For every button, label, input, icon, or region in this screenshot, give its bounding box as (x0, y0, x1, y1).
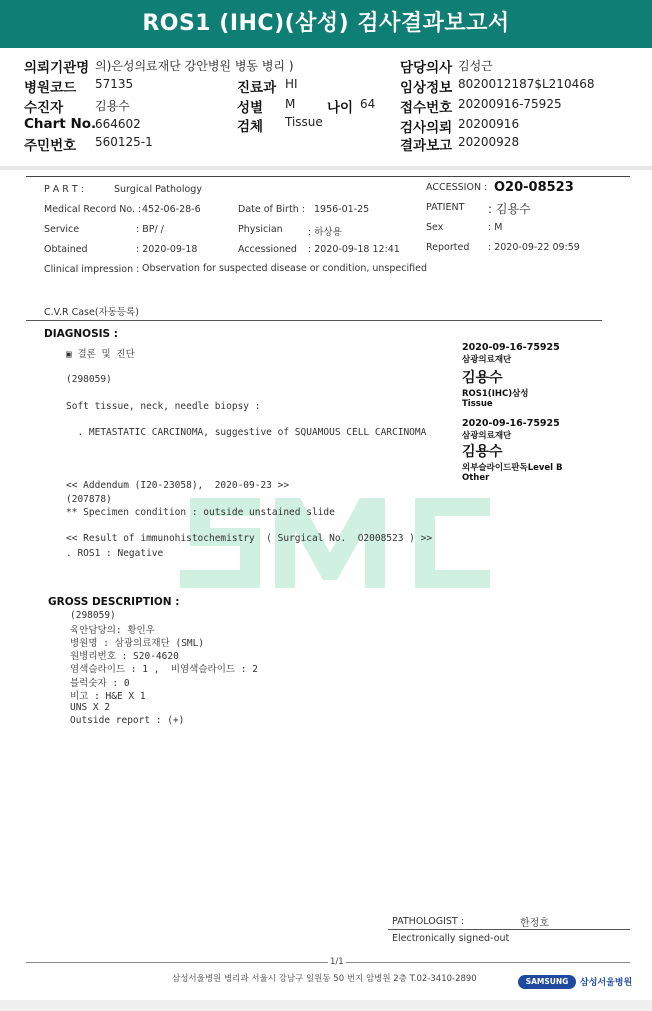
ihc-result-line: . ROS1 : Negative (66, 548, 164, 559)
patient-value: 김용수 (95, 99, 130, 113)
gross-title: GROSS DESCRIPTION : (48, 596, 180, 608)
mrn-value: 452-06-28-6 (142, 204, 201, 215)
obtained-value: : 2020-09-18 (136, 244, 198, 255)
diagnosis-title: DIAGNOSIS : (44, 328, 118, 340)
addendum-line: << Addendum (I20-23058), 2020-09-23 >> (66, 480, 290, 491)
accessioned-label: Accessioned (238, 244, 297, 255)
reported-label: Reported (426, 242, 470, 253)
report-top-border (26, 176, 630, 177)
gross-line: Outside report : (+) (70, 715, 185, 726)
resident-no-value: 560125-1 (95, 135, 153, 149)
sticker-lab: 삼광의료재단 (462, 431, 512, 441)
diagnosis-line: Soft tissue, neck, needle biopsy : (66, 401, 261, 412)
gross-line: (298059) (70, 610, 116, 621)
pathologist-label: PATHOLOGIST : (392, 916, 464, 927)
doctor-value: 김성근 (458, 59, 493, 73)
sticker-test: 외부슬라이드판독Level B (462, 463, 563, 473)
clinical-info-label: 임상정보 (400, 80, 453, 96)
report-sex-value: : M (488, 222, 503, 233)
service-value: : BP/ / (136, 224, 164, 235)
addendum-line: ** Specimen condition : outside unstained slide (66, 507, 335, 518)
department-value: HI (285, 77, 298, 91)
resident-no-label: 주민번호 (24, 138, 77, 154)
institution-label: 의뢰기관명 (24, 60, 90, 76)
gross-line: 비고 : H&E X 1 (70, 691, 146, 702)
hospital-code-label: 병원코드 (24, 80, 77, 96)
reported-value: : 2020-09-22 09:59 (488, 242, 580, 253)
specimen-label: 검체 (237, 119, 264, 135)
report-sex-label: Sex (426, 222, 444, 233)
receipt-no-label: 접수번호 (400, 100, 453, 116)
sticker-patient: 김용수 (462, 370, 503, 386)
dob-value: 1956-01-25 (314, 204, 370, 215)
chart-no-label: Chart No. (24, 116, 97, 132)
clinical-impression-label: Clinical impression : (44, 264, 140, 275)
diagnosis-rule (26, 320, 602, 321)
sex-label: 성별 (237, 100, 264, 116)
addendum-line: (207878) (66, 494, 112, 505)
institution-value: 의)은성의료재단 강안병원 병동 병리 ) (95, 59, 294, 73)
request-date-label: 검사의뢰 (400, 120, 453, 136)
diagnosis-line: ▣ 결론 및 진단 (66, 349, 135, 360)
pathologist-value: 한정호 (520, 918, 549, 929)
age-label: 나이 (327, 100, 354, 116)
gross-line: 블럭숫자 : 0 (70, 678, 130, 689)
receipt-no-value: 20200916-75925 (458, 97, 562, 111)
report-date-value: 20200928 (458, 135, 520, 149)
sticker-lab: 삼광의료재단 (462, 355, 512, 365)
accession-label: ACCESSION : (426, 182, 488, 193)
physician-value: : 하상용 (308, 227, 342, 238)
header-separator (0, 166, 652, 170)
gross-line: 원병리번호 : S20-4620 (70, 651, 179, 662)
sticker-number: 2020-09-16-75925 (462, 342, 560, 353)
physician-label: Physician (238, 224, 283, 235)
bottom-strip (0, 1000, 652, 1011)
mrn-label: Medical Record No. : (44, 204, 142, 215)
patient-name-value: : 김용수 (488, 202, 531, 216)
accession-value: O20-08523 (494, 180, 574, 195)
report-title: ROS1 (IHC)(삼성) 검사결과보고서 (0, 0, 652, 48)
hospital-code-value: 57135 (95, 77, 134, 91)
gross-line: 염색슬라이드 : 1 , 비염색슬라이드 : 2 (70, 664, 258, 675)
hospital-name: 삼성서울병원 (580, 978, 633, 988)
cvr-case: C.V.R Case(자동등록) (44, 307, 139, 318)
samsung-logo: SAMSUNG (518, 975, 576, 989)
specimen-value: Tissue (285, 115, 323, 129)
obtained-label: Obtained (44, 244, 88, 255)
request-header (0, 48, 652, 166)
part-value: Surgical Pathology (114, 184, 202, 195)
dob-label: Date of Birth : (238, 204, 305, 215)
gross-line: UNS X 2 (70, 702, 111, 713)
accessioned-value: : 2020-09-18 12:41 (308, 244, 400, 255)
age-value: 64 (360, 97, 376, 111)
specimen-sticker-2 (462, 418, 563, 483)
sticker-specimen: Tissue (462, 399, 493, 409)
footer-address: 삼성서울병원 병리과 서울시 강남구 일원동 50 번지 암병원 2층 T.02-3410-2890 (172, 974, 477, 984)
part-label: P A R T : (44, 184, 84, 195)
diagnosis-line: . METASTATIC CARCINOMA, suggestive of SQUAMOUS CELL CARCINOMA (66, 427, 427, 438)
clinical-impression-value: Observation for suspected disease or condition, unspecified (142, 263, 427, 274)
page-number: 1/1 (330, 957, 344, 967)
clinical-info-value: 8020012187$L210468 (458, 77, 595, 91)
patient-label: 수진자 (24, 100, 64, 116)
report-date-label: 결과보고 (400, 138, 453, 154)
department-label: 진료과 (237, 80, 277, 96)
chart-no-value: 664602 (95, 117, 141, 131)
sticker-patient: 김용수 (462, 444, 503, 460)
sticker-specimen: Other (462, 473, 490, 483)
gross-line: 육안담당의: 황인우 (70, 625, 155, 636)
sticker-number: 2020-09-16-75925 (462, 418, 560, 429)
signed-out-text: Electronically signed-out (392, 933, 510, 944)
sex-value: M (285, 97, 296, 111)
specimen-sticker-1 (462, 342, 560, 409)
sticker-test: ROS1(IHC)삼성 (462, 389, 529, 399)
signature-rule (388, 929, 630, 930)
service-label: Service (44, 224, 80, 235)
doctor-label: 담당의사 (400, 60, 453, 76)
gross-line: 병원명 : 삼광의료재단 (SML) (70, 638, 205, 649)
ihc-result-line: << Result of immunohistochemistry ( Surgical No. O2008523 ) >> (66, 533, 433, 544)
request-date-value: 20200916 (458, 117, 520, 131)
patient-name-label: PATIENT (426, 202, 465, 213)
diagnosis-line: (298059) (66, 374, 112, 385)
pathology-report (26, 176, 630, 966)
